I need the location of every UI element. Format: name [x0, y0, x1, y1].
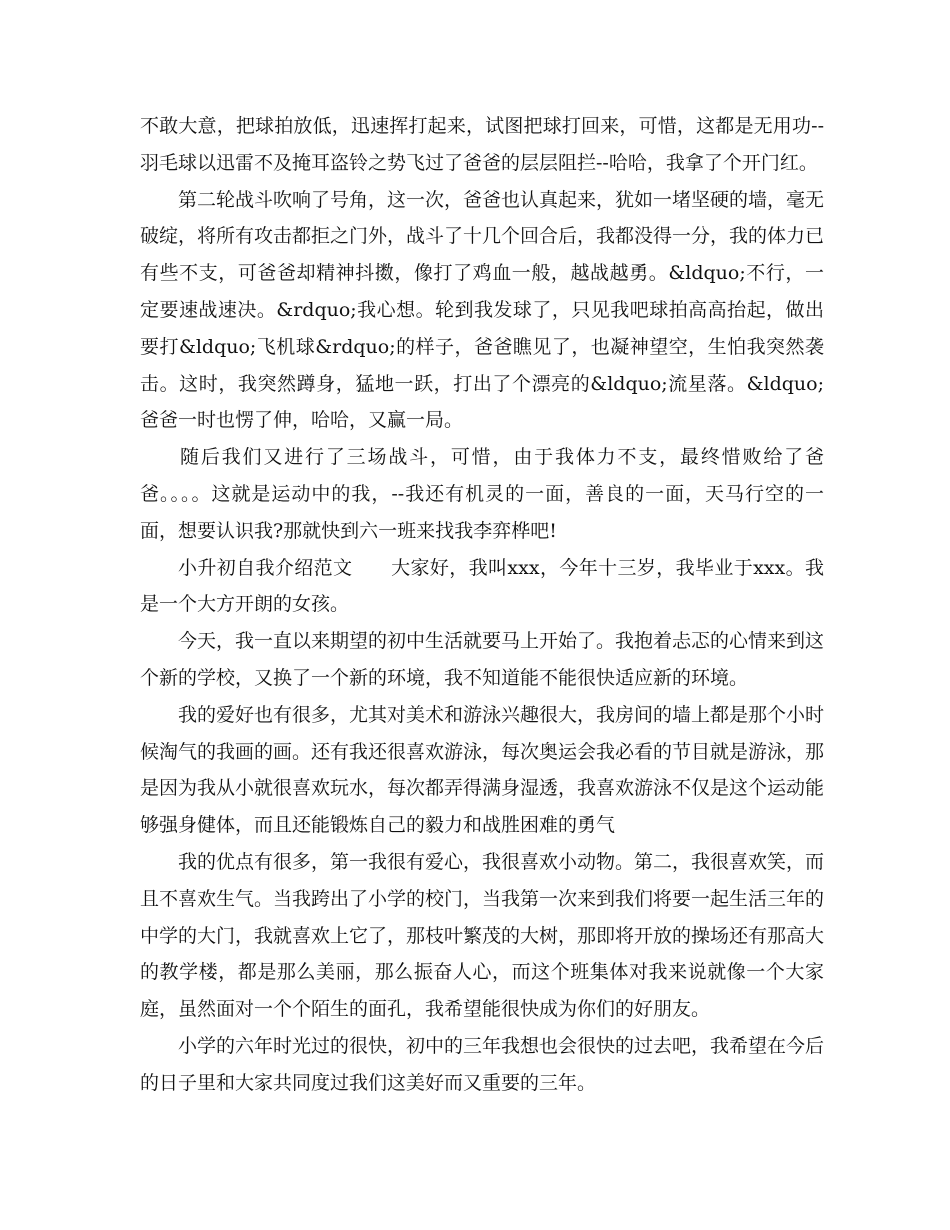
paragraph-hobbies: 我的爱好也有很多，尤其对美术和游泳兴趣很大，我房间的墙上都是那个小时候淘气的我画的画。还有我还很喜欢游泳，每次奥运会我必看的节目就是游泳，那是因为我从小就很喜欢玩水，每次都弄得满身湿透，我喜欢游泳不仅是这个运动能够强身健体，而且还能锻炼自己的毅力和战胜困难的勇气 — [140, 703, 825, 837]
paragraph-closing: 小学的六年时光过的很快，初中的三年我想也会很快的过去吧，我希望在今后的日子里和大家共同度过我们这美好而又重要的三年。 — [140, 1034, 825, 1094]
paragraph-badminton-second-round: 第二轮战斗吹响了号角，这一次，爸爸也认真起来，犹如一堵坚硬的墙，毫无破绽，将所有攻击都拒之门外，战斗了十几个回合后，我都没得一分，我的体力已有些不支，可爸爸却精神抖擞，像打了鸡血一般，越战越勇。&ldquo;不行，一定要速战速决。&rdquo;我心想。轮到我发球了，只见我吧球拍高高抬起，做出要打&ldquo;飞机球&rdquo;的样子，爸爸瞧见了，也凝神望空，生怕我突然袭击。这时，我突然蹲身，猛地一跃，打出了个漂亮的&ldquo;流星落。&ldquo;爸爸一时也愣了伸，哈哈，又赢一局。 — [140, 188, 825, 432]
paragraph-self-intro-heading: 小升初自我介绍范文 大家好，我叫xxx，今年十三岁，我毕业于xxx。我是一个大方开朗的女孩。 — [140, 556, 824, 616]
paragraph-badminton-first-round: 不敢大意，把球拍放低，迅速挥打起来，试图把球打回来，可惜，这都是无用功--羽毛球以迅雷不及掩耳盗铃之势飞过了爸爸的层层阻拦--哈哈，我拿了个开门红。 — [140, 115, 824, 174]
paragraph-badminton-conclusion: 随后我们又进行了三场战斗，可惜，由于我体力不支，最终惜败给了爸爸。。。。这就是运动中的我，--我还有机灵的一面，善良的一面，天马行空的一面，想要认识我?那就快到六一班来找我李弈桦吧! — [140, 446, 824, 542]
paragraph-strengths: 我的优点有很多，第一我很有爱心，我很喜欢小动物。第二，我很喜欢笑，而且不喜欢生气。当我跨出了小学的校门，当我第一次来到我们将要一起生活三年的中学的大门，我就喜欢上它了，那枝叶繁茂的大树，那即将开放的操场还有那高大的教学楼，都是那么美丽，那么振奋人心，而这个班集体对我来说就像一个大家庭，虽然面对一个个陌生的面孔，我希望能很快成为你们的好朋友。 — [140, 850, 825, 1021]
document-body — [140, 108, 824, 1102]
paragraph-new-school: 今天，我一直以来期望的初中生活就要马上开始了。我抱着忐忑的心情来到这个新的学校，又换了一个新的环境，我不知道能不能很快适应新的环境。 — [140, 630, 825, 689]
